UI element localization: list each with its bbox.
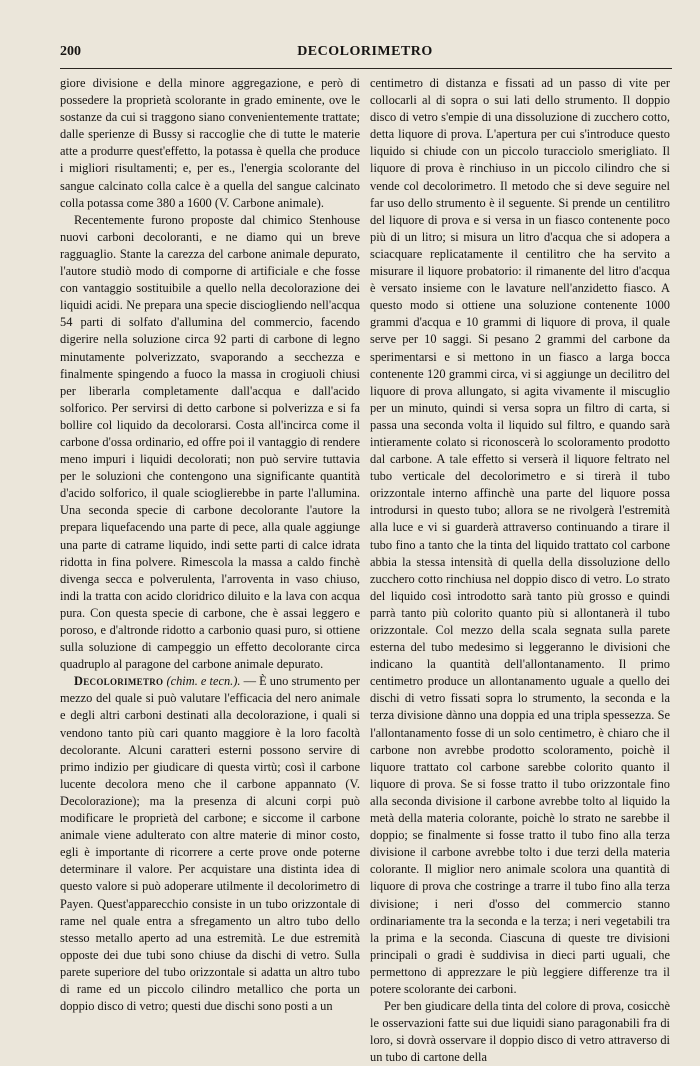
- entry-decolorimetro: [60, 673, 360, 1015]
- paragraph-continuation: giore divisione e della minore aggregazione, e però di possedere la proprietà scolorante in grado eminente, ove le sostanze da cui si traggono siano convenientemente trattate; dalle sperienze di Bussy si raccoglie che di tutte le materie atte a produrre quest'effetto, la potassa è quella che produce i migliori risultamenti; e, per es., l'energia scolorante del sangue calcinato colla calce è a quella del sangue calcinato colla potassa come 380 a 1600 (V. Carbone animale).: [60, 76, 360, 210]
- right-column: [370, 75, 670, 1066]
- running-title: DECOLORIMETRO: [297, 44, 433, 59]
- paragraph-final: Per ben giudicare della tinta del colore di prova, cosicchè le osservazioni fatte sui due liquidi siano paragonabili fra di loro, si dovrà osservare il doppio disco di vetro attraverso di un tubo di cartone della: [370, 999, 670, 1065]
- entry-term: Decolorimetro: [74, 674, 164, 689]
- entry-qualifier: (chim. e tecn.).: [166, 674, 241, 689]
- page-header: [60, 44, 670, 66]
- entry-body: — È uno strumento per mezzo del quale si può valutare l'efficacia del nero animale e degli altri carboni destinati alla decolorazione, i quali si vendono tanto più cari quanto maggiore è la loro facoltà decolorante. Alcuni caratteri esterni possono servire di primo indizio per giudicare di questa virtù; così il carbone lucente decolora meno che il carbone appannato (V. Decolorazione); ma la presenza di alcuni corpi può modificare le proprietà del carbone; e siccome il carbone animale viene adulterato con altre materie di minor costo, egli è importante di ricorrere a certe prove onde poterne determinare il valore. Per acquistare una distinta idea di questo valore si può adoperare utilmente il decolorimetro di Payen. Quest'apparecchio consiste in un tubo orizzontale di rame nel quale entra a sfregamento un altro tubo dello stesso metallo aperto ad una estremità. Le due estremità opposte dei due tubi sono chiuse da dischi di vetro. Sulla parete superiore del tubo orizzontale si adatta un altro tubo di rame ed un piccolo cilindro metallico che porta un doppio disco di vetro; questi due dischi sono posti a un: [60, 674, 360, 1014]
- paragraph-stenhouse: Recentemente furono proposte dal chimico Stenhouse nuovi carboni decoloranti, e ne diamo qui un breve ragguaglio. Stante la carezza del carbone animale depurato, l'autore studiò modo di comporne di artificiale e che fosse con vantaggio sostituibile a quello nella decolorazione dei liquidi acidi. Ne prepara una specie disciogliendo nell'acqua 54 parti di solfato d'allumina del commercio, facendo digerire nella soluzione circa 92 parti di carbone di legno minutamente polverizzato, svaporando a secchezza e finalmente spingendo a fuoco la massa in crogiuoli chiusi per liberarla completamente dall'acqua e dall'acido solforico. Per servirsi di detto carbone si polverizza e si fa bollire col liquido da decolorarsi. Costa all'incirca come il carbone d'ossa ordinario, ed offre poi il vantaggio di rendere meno impuri i liquidi decolorati; non può servire tuttavia per le soluzioni che contengono una significante quantità d'acido solforico, il quale scioglierebbe in parte l'allumina. Una seconda specie di carbone decolorante l'autore la prepara liquefacendo una parte di pece, alla quale aggiunge una parte di catrame liquido, indi sette parti di calce idrata ridotta in fina polvere. Rimescola la massa a caldo finchè divenga secca e polverulenta, l'arroventa in vaso chiuso, indi la tratta con acido cloridrico diluito e la lava con acqua pura. Con questa specie di carbone, che è assai leggero e poroso, e d'altronde ridotto a carbonio quasi puro, si ottiene sulla soluzione di campeggio un effetto decolorante circa quadruplo al paragone del carbone animale depurato.: [60, 212, 360, 672]
- left-column: [60, 75, 360, 1015]
- page-number: 200: [60, 44, 81, 59]
- paragraph-method: centimetro di distanza e fissati ad un passo di vite per collocarli al di sopra o sui lati dello strumento. Il doppio disco di vetro s'empie di una dissoluzione di zucchero cotto, detta liquore di prova. L'apertura per cui s'introduce questo liquido si chiude con un piccolo turacciolo smerigliato. Il liquore di prova è rinchiuso in un piccolo cilindro che si vende col decolorimetro. Il metodo che si deve seguire nel far uso dello strumento è il seguente. Si prende un centilitro del liquore di prova e si versa in un fiasco contenente poco più di un litro; si misura un litro d'acqua che si adopera a sciacquare replicatamente il centilitro che ha servito a misurare il liquore probatorio: il rimanente del litro d'acqua è versato insieme con le lavature nell'anzidetto fiasco. A questo modo si ottiene una soluzione contenente 1000 grammi d'acqua e 10 grammi di liquore di prova, il quale serve per 10 saggi. Si pesano 2 grammi del carbone da sperimentarsi e si mettono in un fiasco a larga bocca contenente 120 grammi circa, vi si aggiunge un decilitro del liquore di prova allungato, si agita vivamente il miscuglio per un minuto, quindi si versa sopra un filtro di carta, si passa una seconda volta il liquido sul filtro, e quando sarà intieramente colato si riconoscerà lo scoloramento prodotto dal carbone. A tale effetto si verserà il liquore feltrato nel tubo verticale del decolorimetro e si tirerà il tubo orizzontale interno affinchè una parte del liquore possa introdursi in questo tubo; allora se ne rivolgerà l'estremità alla luce e vi si guarderà attraverso continuando a tirare il tubo fino a tanto che la tinta del liquido trattato col carbone abbia la stessa intensità di quella della dissoluzione dello zucchero cotto rinchiusa nel doppio disco di vetro. Lo strato del liquido così introdotto sarà tanto più grosso e quindi parrà tanto più colorito quanto più si allontanerà il tubo orizzontale. Col mezzo della scala segnata sulla parete esterna del tubo medesimo si leggeranno le divisioni che indicano la quantità dell'allontanamento. Il primo centimetro produce un allontanamento uguale a quello dei dischi di vetro fissati sopra lo strumento, la seconda e la terza divisione dànno una doppia ed una tripla spessezza. Se l'allontanamento fosse di un solo centimetro, è chiaro che il carbone non avrebbe prodotto scoloramento, poichè il liquore trattato col carbone sarebbe colorito quanto il liquore di prova. Se si fosse tratto il tubo orizzontale fino alla seconda divisione il carbone avrebbe tolto al liquido la metà della materia colorante, poichè lo strato ne sarebbe il doppio; se finalmente si fosse tratto il tubo fino alla terza divisione il carbone avrebbe tolto i due terzi della materia colorante. Il miglior nero animale scolora una quantità di liquore di prova che costringe a trarre il tubo fino alla terza divisione; i neri d'osso del commercio stanno ordinariamente tra la seconda e la terza; i neri vegetabili tra la prima e la seconda. Ciascuna di queste tre divisioni principali o gradi è suddivisa in dieci parti uguali, che permettono di apprezzare le più leggiere differenze tra il potere scolorante dei carboni.: [370, 76, 670, 996]
- header-rule: [60, 68, 672, 69]
